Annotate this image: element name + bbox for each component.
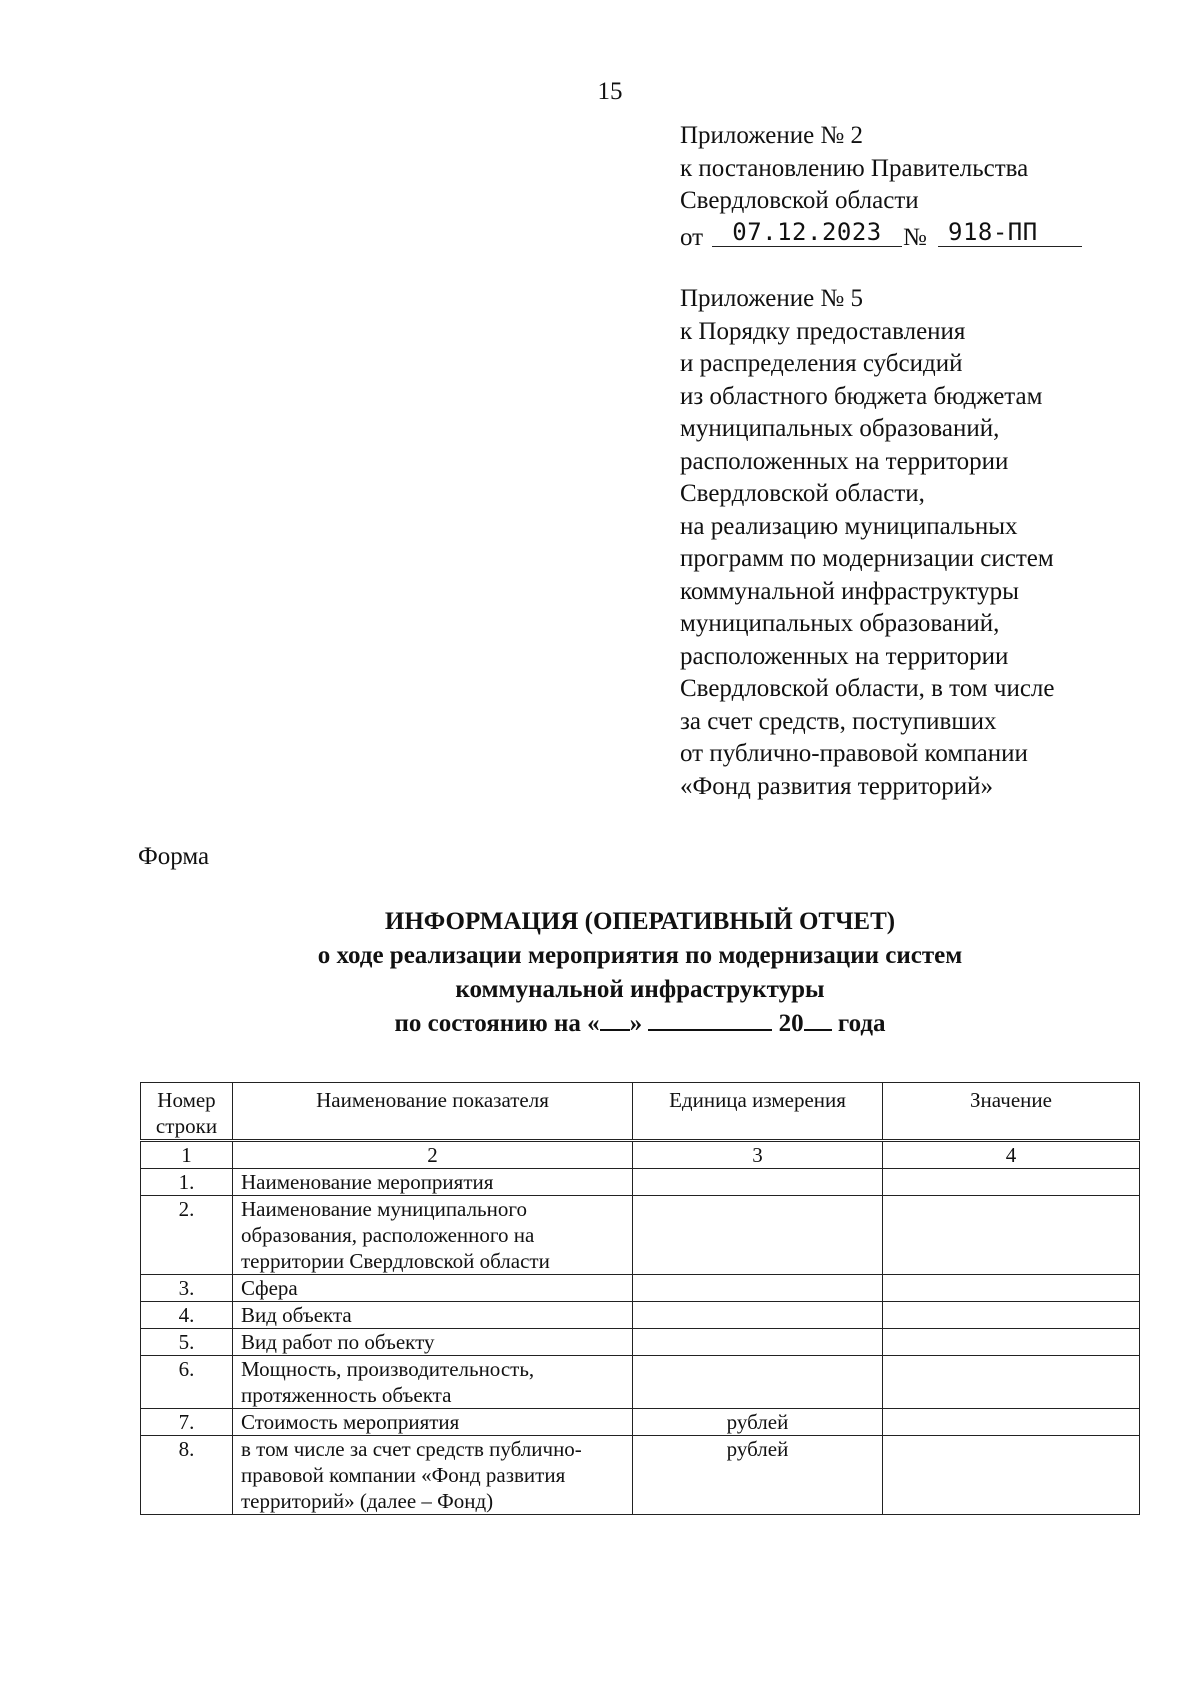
unit-cell[interactable] xyxy=(633,1329,883,1356)
form-label: Форма xyxy=(138,843,210,870)
appendix-main-line: Свердловской области xyxy=(680,187,919,214)
report-date-line xyxy=(140,1007,1140,1041)
table-row xyxy=(141,1356,1140,1409)
report-title-line: о ходе реализации мероприятия по модернизации систем xyxy=(317,942,963,969)
appendix-secondary-line: к Порядку предоставления xyxy=(680,317,966,345)
header-row-number: Номер строки xyxy=(141,1083,233,1141)
report-date-mid: » xyxy=(629,1010,643,1037)
appendix-secondary-line: на реализацию муниципальных xyxy=(680,512,1018,540)
report-table xyxy=(140,1082,1140,1515)
year-blank[interactable] xyxy=(804,1007,832,1031)
appendix-secondary-line: Приложение № 5 xyxy=(680,285,864,312)
row-number: 6. xyxy=(141,1356,233,1409)
indicator-name: Сфера xyxy=(233,1275,633,1302)
appendix-secondary-line: расположенных на территории xyxy=(680,642,1009,670)
decree-date: 07.12.2023 xyxy=(712,218,902,247)
appendix-secondary-line: Свердловской области, в том числе xyxy=(680,675,1055,702)
report-title xyxy=(140,905,1140,1041)
table-row xyxy=(141,1169,1140,1196)
indicator-name: в том числе за счет средств публично-правовой компании «Фонд развития территорий» (далее – Фонд) xyxy=(233,1436,633,1515)
year-prefix: 20 xyxy=(778,1010,804,1037)
value-cell[interactable] xyxy=(883,1409,1140,1436)
appendix-secondary-line: расположенных на территории xyxy=(680,447,1009,475)
unit-cell[interactable]: рублей xyxy=(633,1409,883,1436)
value-cell[interactable] xyxy=(883,1356,1140,1409)
appendix-main-line: к постановлению Правительства xyxy=(680,154,1029,182)
indicator-name: Стоимость мероприятия xyxy=(233,1409,633,1436)
table-header-row xyxy=(141,1083,1140,1141)
page-number: 15 xyxy=(597,78,623,105)
table-row xyxy=(141,1196,1140,1275)
appendix-secondary-line: программ по модернизации систем xyxy=(680,545,1054,572)
unit-cell[interactable] xyxy=(633,1275,883,1302)
unit-cell[interactable] xyxy=(633,1169,883,1196)
row-number: 5. xyxy=(141,1329,233,1356)
appendix-main-header xyxy=(680,120,1180,250)
appendix-secondary-line: муниципальных образований, xyxy=(680,610,1000,637)
unit-cell[interactable] xyxy=(633,1356,883,1409)
indicator-name: Вид работ по объекту xyxy=(233,1329,633,1356)
indicator-name: Наименование муниципального образования, расположенного на территории Свердловской области xyxy=(233,1196,633,1275)
report-title-line: коммунальной инфраструктуры xyxy=(455,976,825,1003)
appendix-secondary-line: от публично-правовой компании xyxy=(680,740,1028,767)
value-cell[interactable] xyxy=(883,1275,1140,1302)
table-row xyxy=(141,1329,1140,1356)
number-prefix: № xyxy=(903,223,927,251)
appendix-secondary-line: «Фонд развития территорий» xyxy=(680,772,994,800)
unit-cell[interactable]: рублей xyxy=(633,1436,883,1515)
report-date-suffix: года xyxy=(837,1010,886,1037)
header-unit: Единица измерения xyxy=(633,1083,883,1141)
date-number-line xyxy=(680,218,1180,250)
day-blank[interactable] xyxy=(600,1007,630,1031)
appendix-secondary-line: из областного бюджета бюджетам xyxy=(680,382,1043,410)
month-blank[interactable] xyxy=(648,1007,772,1031)
table-row xyxy=(141,1409,1140,1436)
appendix-secondary-line: и распределения субсидий xyxy=(680,350,963,377)
table-row xyxy=(141,1302,1140,1329)
row-number: 3. xyxy=(141,1275,233,1302)
value-cell[interactable] xyxy=(883,1196,1140,1275)
report-title-line: ИНФОРМАЦИЯ (ОПЕРАТИВНЫЙ ОТЧЕТ) xyxy=(384,908,896,935)
column-index-row xyxy=(141,1141,1140,1169)
appendix-secondary-line: за счет средств, поступивших xyxy=(680,707,997,735)
column-index: 1 xyxy=(141,1141,233,1169)
indicator-name: Мощность, производительность, протяженность объекта xyxy=(233,1356,633,1409)
row-number: 1. xyxy=(141,1169,233,1196)
appendix-secondary-line: коммунальной инфраструктуры xyxy=(680,577,1019,605)
appendix-main-line: Приложение № 2 xyxy=(680,122,864,149)
appendix-secondary-line: муниципальных образований, xyxy=(680,415,1000,442)
row-number: 8. xyxy=(141,1436,233,1515)
header-indicator-name: Наименование показателя xyxy=(233,1083,633,1141)
column-index: 3 xyxy=(633,1141,883,1169)
table-row xyxy=(141,1436,1140,1515)
decree-number: 918-ПП xyxy=(938,218,1082,247)
value-cell[interactable] xyxy=(883,1329,1140,1356)
appendix-secondary-header xyxy=(680,283,1180,803)
row-number: 7. xyxy=(141,1409,233,1436)
row-number: 2. xyxy=(141,1196,233,1275)
date-prefix: от xyxy=(680,223,704,251)
value-cell[interactable] xyxy=(883,1436,1140,1515)
unit-cell[interactable] xyxy=(633,1196,883,1275)
row-number: 4. xyxy=(141,1302,233,1329)
value-cell[interactable] xyxy=(883,1302,1140,1329)
indicator-name: Вид объекта xyxy=(233,1302,633,1329)
table-row xyxy=(141,1275,1140,1302)
header-value: Значение xyxy=(883,1083,1140,1141)
indicator-name: Наименование мероприятия xyxy=(233,1169,633,1196)
value-cell[interactable] xyxy=(883,1169,1140,1196)
report-date-prefix: по состоянию на « xyxy=(394,1010,600,1037)
unit-cell[interactable] xyxy=(633,1302,883,1329)
column-index: 4 xyxy=(883,1141,1140,1169)
appendix-secondary-line: Свердловской области, xyxy=(680,480,925,507)
column-index: 2 xyxy=(233,1141,633,1169)
